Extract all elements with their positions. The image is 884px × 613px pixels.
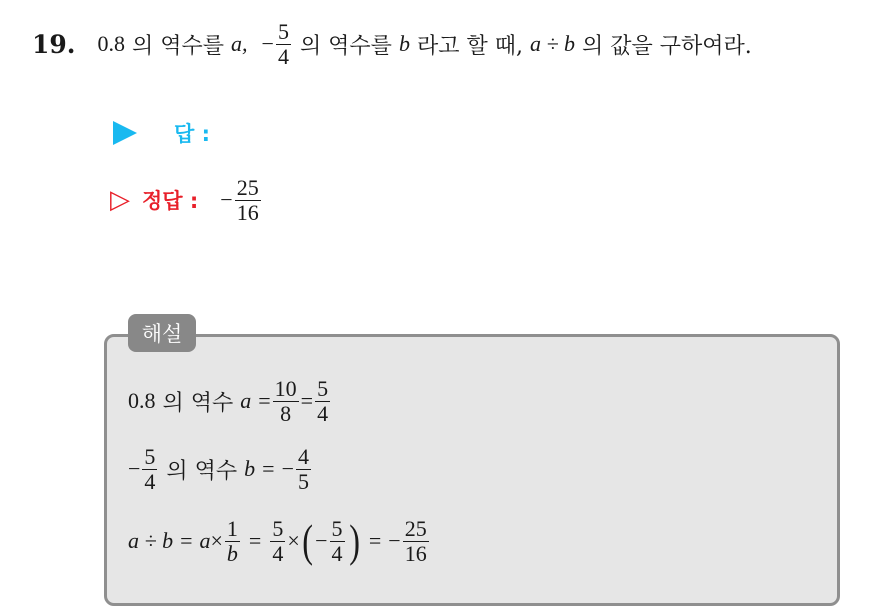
correct-neg: −	[220, 187, 233, 212]
sol1-frac1	[273, 377, 299, 426]
correct-label: 정답 :	[142, 189, 199, 213]
sol1-frac2-num: 5	[317, 375, 329, 401]
play-arrow-icon	[112, 120, 138, 146]
question-fraction-num: 5	[277, 18, 289, 44]
sol2-frac2-num: 4	[298, 443, 310, 469]
sol1-frac2-den: 4	[317, 400, 329, 426]
sol2-frac1	[142, 445, 157, 494]
question-text-1: 0.8	[97, 31, 125, 56]
question-text-8: 의 값을 구하여라.	[582, 33, 752, 59]
question-line	[32, 14, 752, 74]
sol3-eq3: =	[368, 528, 382, 553]
answer-label: 답 :	[174, 122, 210, 146]
sol1-eq2: =	[300, 388, 314, 413]
sol3-neg2: −	[388, 528, 401, 553]
question-fraction-den: 4	[277, 43, 289, 69]
sol2-var: b	[244, 456, 256, 481]
sol3-frac3-den: 4	[331, 540, 343, 566]
sol3-frac4-num: 25	[404, 515, 427, 541]
sol3-frac4	[403, 517, 429, 566]
sol3-frac1-num: 1	[226, 515, 238, 541]
sol3-right-paren: )	[348, 515, 360, 566]
question-number: 19.	[32, 29, 76, 59]
answer-line	[112, 116, 210, 150]
question-neg: −	[261, 31, 274, 56]
question-expression: a ÷ b	[529, 31, 576, 56]
question-text-6: 라고 할 때,	[416, 33, 523, 59]
sol3-neg: −	[315, 528, 328, 553]
sol3-times1: ×	[210, 528, 223, 553]
sol1-frac1-den: 8	[280, 400, 292, 426]
sol2-text: 의 역수	[166, 458, 238, 484]
solution-tag: 해설	[128, 314, 196, 352]
sol1-text: 의 역수	[162, 390, 234, 416]
question-var-b: b	[398, 31, 410, 56]
correct-fraction	[235, 176, 261, 225]
sol2-frac1-den: 4	[144, 468, 156, 494]
solution-line-2	[128, 438, 313, 500]
correct-marker-icon: ▷	[110, 185, 130, 215]
question-text-4: 의 역수를	[299, 33, 392, 59]
sol2-frac1-num: 5	[144, 443, 156, 469]
question-text-2: 의 역수를	[132, 33, 225, 59]
question-var-a: a,	[231, 31, 248, 56]
sol3-frac3	[330, 517, 345, 566]
sol3-expr: a ÷ b	[128, 528, 174, 553]
sol2-neg2: −	[281, 456, 295, 481]
sol3-frac3-num: 5	[331, 515, 343, 541]
sol2-eq: =	[262, 456, 275, 481]
sol3-frac2-num: 5	[272, 515, 284, 541]
sol2-frac2-den: 5	[298, 468, 310, 494]
correct-fraction-num: 25	[236, 174, 259, 200]
sol3-frac1-den: b	[226, 540, 238, 566]
sol3-left-paren: (	[302, 515, 313, 566]
sol3-eq1: =	[180, 528, 193, 553]
question-fraction	[276, 20, 291, 69]
sol2-frac2	[296, 445, 311, 494]
sol1-eq1: =	[258, 388, 271, 413]
sol3-frac1	[225, 517, 240, 566]
sol1-var: a	[240, 388, 252, 413]
sol1-frac1-num: 10	[274, 375, 297, 401]
solution-line-1	[128, 370, 332, 432]
sol3-times2: ×	[287, 528, 300, 553]
solution-line-3	[128, 508, 431, 574]
sol1-value: 0.8	[128, 388, 156, 413]
sol3-frac2	[270, 517, 285, 566]
sol3-frac2-den: 4	[272, 540, 284, 566]
sol3-eq2: =	[248, 528, 262, 553]
sol3-frac4-den: 16	[404, 540, 427, 566]
sol1-frac2	[315, 377, 330, 426]
correct-fraction-den: 16	[236, 199, 259, 225]
sol3-var: a	[199, 528, 211, 553]
correct-answer-line	[110, 168, 263, 232]
sol2-neg: −	[128, 456, 141, 481]
